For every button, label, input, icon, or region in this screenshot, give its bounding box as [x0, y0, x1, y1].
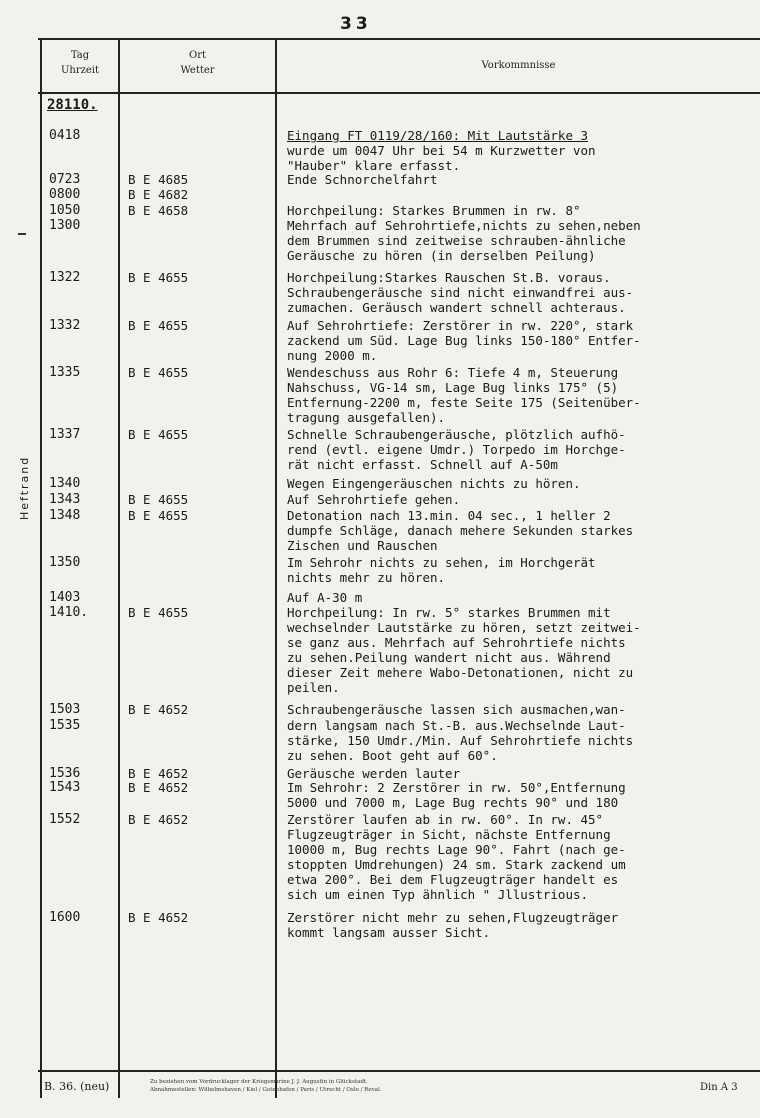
- entry-time: 1600: [49, 910, 81, 925]
- page-number: 33: [340, 14, 372, 34]
- entry-text-line: Nahschuss, VG-14 sm, Lage Bug links 175° (5): [287, 380, 619, 395]
- entry-text-line: Zerstörer nicht mehr zu sehen,Flugzeugträger: [287, 910, 619, 925]
- entry-position: B E 4652: [128, 702, 189, 717]
- entry-position: B E 4652: [128, 780, 189, 795]
- header-uhrzeit: Uhrzeit: [60, 65, 100, 76]
- entry-text: [287, 365, 749, 425]
- entry-text-line: Detonation nach 13.min. 04 sec., 1 heller 2: [287, 508, 611, 523]
- entry-text-line: "Hauber" klare erfasst.: [287, 158, 461, 173]
- entry-text: [287, 910, 749, 940]
- entry-text-line: Schnelle Schraubengeräusche, plötzlich aufhö-: [287, 427, 626, 442]
- entry-time: 1335: [49, 365, 81, 380]
- header-ort: Ort: [189, 50, 206, 61]
- margin-tick: [18, 233, 26, 235]
- entry-text-line: Horchpeilung:Starkes Rauschen St.B. voraus.: [287, 270, 611, 285]
- entry-text: [287, 172, 749, 187]
- entry-time: 1410.: [49, 605, 89, 620]
- entry-text-line: Auf Sehrohrtiefe: Zerstörer in rw. 220°, stark: [287, 318, 634, 333]
- entry-text-line: Geräusche werden lauter: [287, 766, 461, 781]
- header-top-rule: [38, 38, 760, 40]
- footer-printer-note: [150, 1078, 570, 1094]
- entry-text: [287, 590, 749, 605]
- header-bottom-rule: [38, 92, 760, 94]
- footer-form-number: B. 36. (neu): [44, 1080, 110, 1093]
- entry-text-line: Schraubengeräusche lassen sich ausmachen,wan-: [287, 702, 626, 717]
- entry-text-line: Geräusche zu hören (in derselben Peilung): [287, 248, 596, 263]
- entry-position: B E 4655: [128, 605, 189, 620]
- entry-text-line: Horchpeilung: In rw. 5° starkes Brummen mit: [287, 605, 611, 620]
- col-divider-1: [118, 38, 120, 1098]
- entry-text-line: dieser Zeit mehere Wabo-Detonationen, nicht zu: [287, 665, 634, 680]
- entry-text-line: stärke, 150 Umdr./Min. Auf Sehrohrtiefe nichts: [287, 733, 634, 748]
- entry-text-line: Auf A-30 m: [287, 590, 363, 605]
- header-col-events: [277, 58, 760, 73]
- log-date: 28110.: [47, 97, 98, 113]
- entry-text: [287, 812, 749, 902]
- entry-time: 0418: [49, 128, 81, 143]
- entry-position: B E 4655: [128, 427, 189, 442]
- entry-position: B E 4655: [128, 508, 189, 523]
- entry-position: B E 4655: [128, 492, 189, 507]
- entry-position: B E 4652: [128, 910, 189, 925]
- entry-text-line: se ganz aus. Mehrfach auf Sehrohrtiefe nichts: [287, 635, 626, 650]
- header-tag: Tag: [70, 50, 90, 61]
- entry-text-line: wechselnder Lautstärke zu hören, setzt zeitwei-: [287, 620, 641, 635]
- entry-text-line: zumachen. Geräusch wandert schnell achteraus.: [287, 300, 626, 315]
- entry-text-line: Im Sehrohr nichts zu sehen, im Horchgerät: [287, 555, 596, 570]
- header-wetter: Wetter: [180, 65, 215, 76]
- entry-position: B E 4655: [128, 365, 189, 380]
- entry-time: 1552: [49, 812, 81, 827]
- entry-text: [287, 476, 749, 491]
- entry-position: B E 4655: [128, 270, 189, 285]
- entry-text-line: zackend um Süd. Lage Bug links 150-180° Entfer-: [287, 333, 641, 348]
- entry-text-line: Entfernung-2200 m, feste Seite 175 (Seitenüber-: [287, 395, 641, 410]
- entry-text-line: sich um einen Typ ähnlich " Jllustrious.: [287, 887, 589, 902]
- entry-text-line: 5000 und 7000 m, Lage Bug rechts 90° und 180: [287, 795, 619, 810]
- entry-text: [287, 780, 749, 810]
- entry-text-line: rend (evtl. eigene Umdr.) Torpedo im Horchge-: [287, 442, 626, 457]
- footer-print-line-1: Zu beziehen vom Vordrucklager der Kriegsmarine J. J. Augustin in Glückstadt.: [150, 1079, 368, 1085]
- entry-time: 1535: [49, 718, 81, 733]
- entry-time: 1050: [49, 203, 81, 218]
- entry-text-line: zu sehen. Boot geht auf 60°.: [287, 748, 498, 763]
- entry-text-line: Ende Schnorchelfahrt: [287, 172, 438, 187]
- entry-text: [287, 555, 749, 585]
- entry-text-line: etwa 200°. Bei dem Flugzeugträger handelt es: [287, 872, 619, 887]
- entry-text-line: nung 2000 m.: [287, 348, 378, 363]
- entry-text-line: Wendeschuss aus Rohr 6: Tiefe 4 m, Steuerung: [287, 365, 619, 380]
- entry-text: [287, 605, 749, 695]
- entry-text-line: Flugzeugträger in Sicht, nächste Entfernung: [287, 827, 611, 842]
- entry-time: 1337: [49, 427, 81, 442]
- entry-time: 1503: [49, 702, 81, 717]
- entry-position: B E 4682: [128, 187, 189, 202]
- entry-text-line: tragung ausgefallen).: [287, 410, 446, 425]
- entry-text: [287, 318, 749, 363]
- entry-text-line: Im Sehrohr: 2 Zerstörer in rw. 50°,Entfernung: [287, 780, 626, 795]
- entry-text-line: nichts mehr zu hören.: [287, 570, 446, 585]
- entry-text-line: Mehrfach auf Sehrohrtiefe,nichts zu sehen,neben: [287, 218, 641, 233]
- col-divider-2: [275, 38, 277, 1098]
- entry-position: B E 4652: [128, 812, 189, 827]
- footer-print-line-2: Abnahmestellen: Wilhelmshaven / Kiel / Gotenhafen / Paris / Utrecht / Oslo / Reval.: [150, 1087, 382, 1093]
- entry-text-line: 10000 m, Bug rechts Lage 90°. Fahrt (nach ge-: [287, 842, 626, 857]
- entry-time: 1536: [49, 766, 81, 781]
- entry-time: 1332: [49, 318, 81, 333]
- entry-text-line: peilen.: [287, 680, 340, 695]
- entry-text-line: dem Brummen sind zeitweise schrauben-ähnliche: [287, 233, 626, 248]
- entry-text: [287, 508, 749, 553]
- entry-time: 1348: [49, 508, 81, 523]
- entry-text-line: Wegen Eingengeräuschen nichts zu hören.: [287, 476, 581, 491]
- entry-time: 1300: [49, 218, 81, 233]
- entry-text-line: wurde um 0047 Uhr bei 54 m Kurzwetter von: [287, 143, 596, 158]
- entry-position: B E 4685: [128, 172, 189, 187]
- entry-time: 0723: [49, 172, 81, 187]
- entry-text: [287, 270, 749, 315]
- entry-time: 1322: [49, 270, 81, 285]
- entry-text-line: Auf Sehrohrtiefe gehen.: [287, 492, 461, 507]
- header-col-date: [42, 48, 118, 78]
- entry-text: [287, 203, 749, 218]
- entry-text-line: kommt langsam ausser Sicht.: [287, 925, 491, 940]
- entry-text: [287, 766, 749, 781]
- entry-position: B E 4658: [128, 203, 189, 218]
- entry-text: [287, 427, 749, 472]
- entry-text-line: rät nicht erfasst. Schnell auf A-50m: [287, 457, 558, 472]
- footer-rule: [38, 1070, 760, 1072]
- header-col-place: [120, 48, 275, 78]
- entry-text: [287, 218, 749, 263]
- entry-time: 0800: [49, 187, 81, 202]
- footer-paper-size: Din A 3: [700, 1082, 738, 1093]
- entry-text-line: stoppten Umdrehungen) 24 sm. Stark zackend um: [287, 857, 626, 872]
- entry-text: [287, 718, 749, 763]
- entry-time: 1543: [49, 780, 81, 795]
- margin-label: Heftrand: [18, 455, 31, 520]
- entry-time: 1350: [49, 555, 81, 570]
- entry-text-line: Schraubengeräusche sind nicht einwandfrei aus-: [287, 285, 634, 300]
- entry-text-line: dern langsam nach St.-B. aus.Wechselnde Laut-: [287, 718, 626, 733]
- entry-text-line: Zischen und Rauschen: [287, 538, 438, 553]
- entry-position: B E 4652: [128, 766, 189, 781]
- entry-position: B E 4655: [128, 318, 189, 333]
- left-border: [40, 38, 42, 1098]
- entry-text-line: zu sehen.Peilung wandert nicht aus. Während: [287, 650, 611, 665]
- header-vorkommnisse: Vorkommnisse: [481, 60, 556, 71]
- entry-text: [287, 128, 749, 173]
- entry-text-line: Horchpeilung: Starkes Brummen in rw. 8°: [287, 203, 581, 218]
- entry-text-line: dumpfe Schläge, danach mehere Sekunden starkes: [287, 523, 634, 538]
- entry-text-line: Eingang FT 0119/28/160: Mit Lautstärke 3: [287, 128, 589, 143]
- entry-text-line: Zerstörer laufen ab in rw. 60°. In rw. 45°: [287, 812, 604, 827]
- entry-text: [287, 492, 749, 507]
- entry-time: 1340: [49, 476, 81, 491]
- entry-text: [287, 702, 749, 717]
- entry-time: 1343: [49, 492, 81, 507]
- entry-time: 1403: [49, 590, 81, 605]
